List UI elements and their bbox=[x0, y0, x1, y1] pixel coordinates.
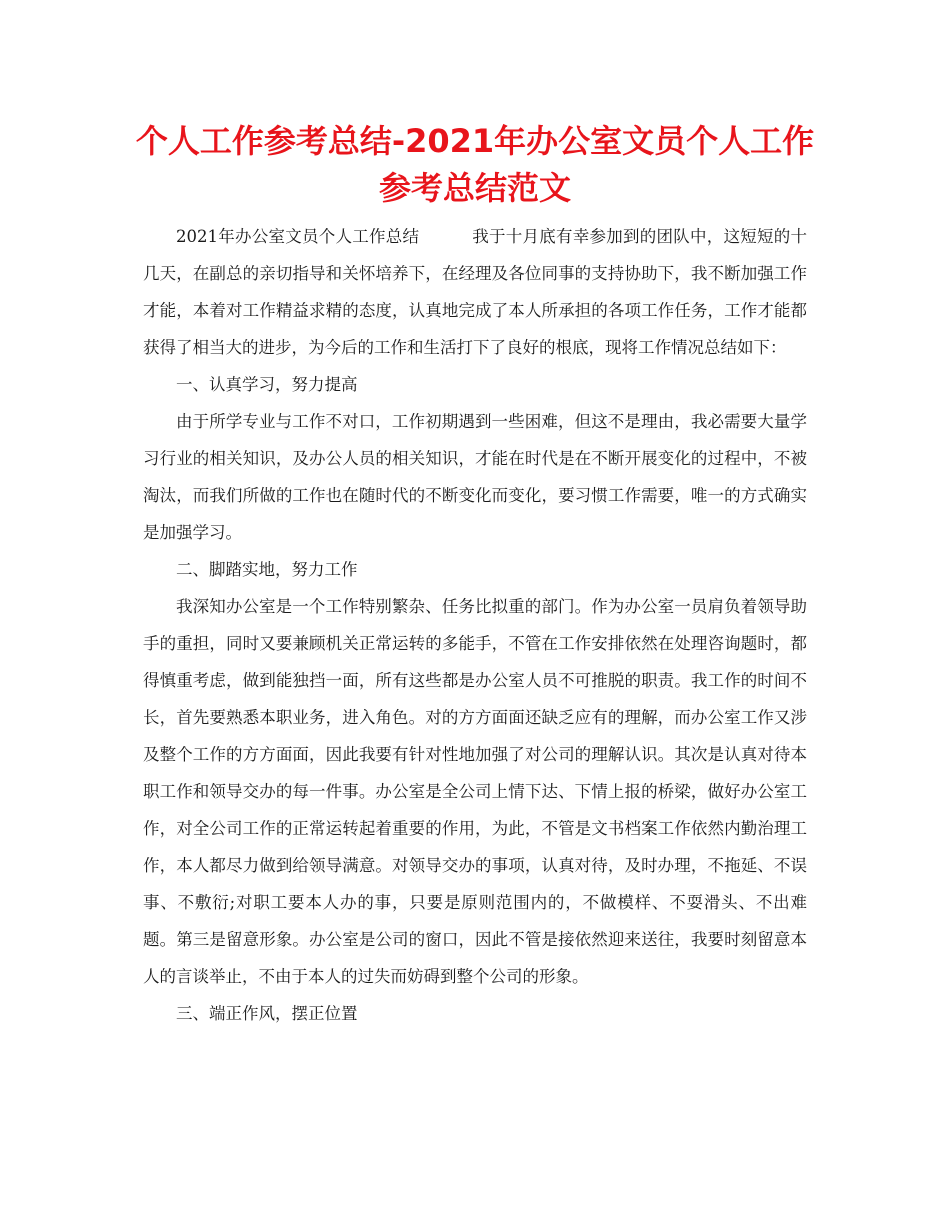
section-1-paragraph: 由于所学专业与工作不对口，工作初期遇到一些困难，但这不是理由，我必需要大量学习行业的相关知识，及办公人员的相关知识，才能在时代是在不断开展变化的过程中，不被淘汰，而我们所做的工作也在随时代的不断变化而变化，要习惯工作需要，唯一的方式确实是加强学习。 bbox=[143, 412, 807, 542]
section-1-heading: 一、认真学习，努力提高 bbox=[176, 375, 358, 394]
document-title bbox=[131, 118, 819, 212]
intro-body: 我于十月底有幸参加到的团队中，这短短的十几天，在副总的亲切指导和关怀培养下，在经理及各位同事的支持协助下，我不断加强工作才能，本着对工作精益求精的态度，认真地完成了本人所承担的各项工作任务，工作才能都获得了相当大的进步，为今后的工作和生活打下了良好的根底，现将工作情况总结如下： bbox=[143, 227, 808, 357]
document-page bbox=[135, 118, 815, 1032]
intro-paragraph bbox=[143, 218, 807, 366]
title-line-1: 个人工作参考总结-2021年办公室文员个人工作 bbox=[135, 122, 815, 160]
title-line-2: 参考总结范文 bbox=[378, 169, 571, 207]
section-2-paragraph: 我深知办公室是一个工作特别繁杂、任务比拟重的部门。作为办公室一员肩负着领导助手的重担，同时又要兼顾机关正常运转的多能手，不管在工作安排依然在处理咨询题时，都得慎重考虑，做到能独挡一面，所有这些都是办公室人员不可推脱的职责。我工作的时间不长，首先要熟悉本职业务，进入角色。对的方方面面还缺乏应有的理解，而办公室工作又涉及整个工作的方方面面，因此我要有针对性地加强了对公司的理解认识。其次是认真对待本职工作和领导交办的每一件事。办公室是全公司上情下达、下情上报的桥梁，做好办公室工作，对全公司工作的正常运转起着重要的作用，为此，不管是文书档案工作依然内勤治理工作，本人都尽力做到给领导满意。对领导交办的事项，认真对待，及时办理，不拖延、不误事、不敷衍;对职工要本人办的事，只要是原则范围内的，不做模样、不耍滑头、不出难题。第三是留意形象。办公室是公司的窗口，因此不管是接依然迎来送往，我要时刻留意本人的言谈举止，不由于本人的过失而妨碍到整个公司的形象。 bbox=[143, 597, 807, 986]
intro-lead: 2021年办公室文员个人工作总结 bbox=[176, 227, 420, 246]
section-3-heading: 三、端正作风，摆正位置 bbox=[176, 1004, 358, 1023]
section-2-heading: 二、脚踏实地，努力工作 bbox=[176, 560, 358, 579]
